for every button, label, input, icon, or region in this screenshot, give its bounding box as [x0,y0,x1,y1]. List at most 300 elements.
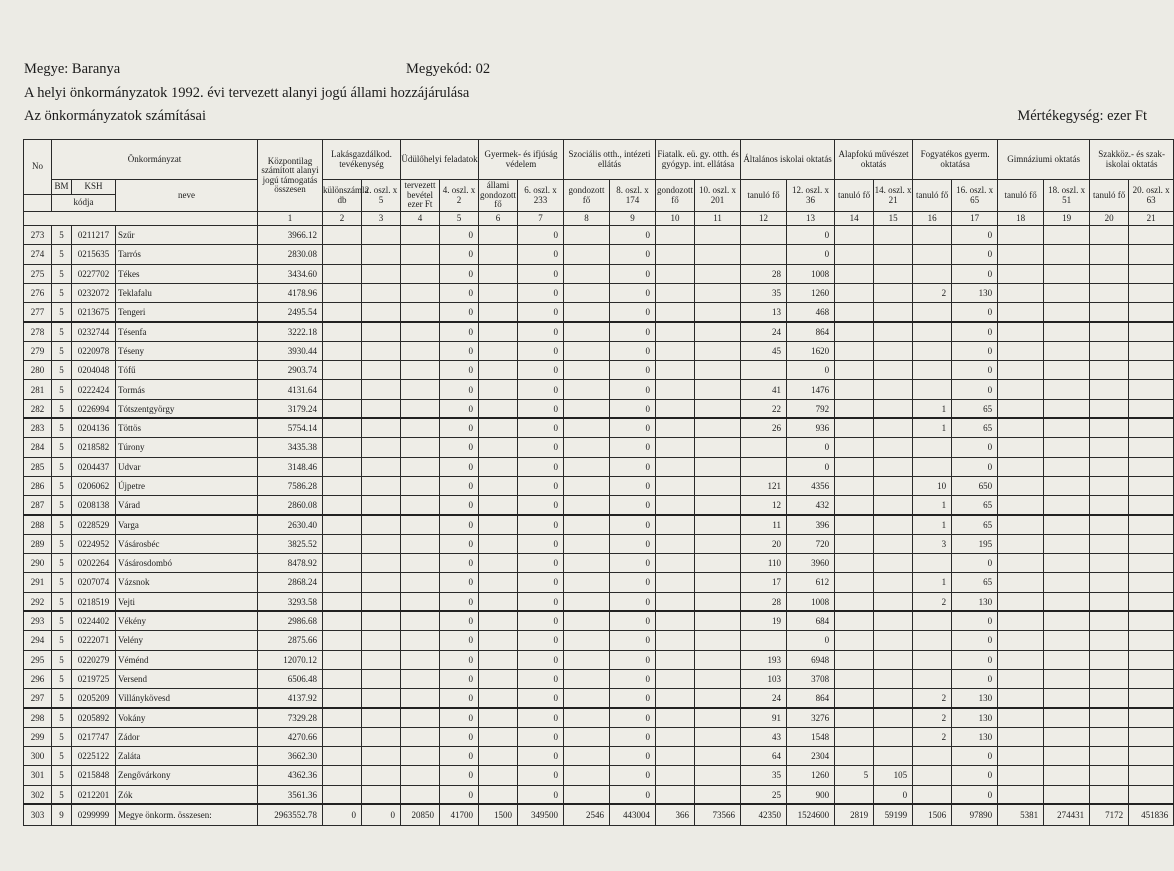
cell-col-9: 0 [610,785,656,804]
row-no: 276 [24,283,52,302]
cell-col-3 [362,457,401,476]
cell-col-11 [695,380,741,399]
cell-col-21 [1129,727,1174,746]
cell-col-1: 3434.60 [258,264,323,283]
cell-col-15 [874,476,913,495]
cell-col-8 [564,361,610,380]
cell-col-10 [656,283,695,302]
cell-col-10 [656,438,695,457]
total-ksh: 0299999 [72,804,116,825]
cell-col-21 [1129,554,1174,573]
table-body [24,226,1174,805]
row-no: 274 [24,245,52,264]
total-col-16: 1506 [913,804,952,825]
cell-col-10 [656,361,695,380]
cell-col-4 [401,554,440,573]
table-row [24,785,1174,804]
cell-col-10 [656,631,695,650]
cell-col-12: 110 [741,554,787,573]
total-col-8: 2546 [564,804,610,825]
cell-col-7: 0 [518,361,564,380]
cell-col-10 [656,418,695,437]
cell-col-4 [401,264,440,283]
row-name: Újpetre [116,476,258,495]
cell-col-6 [479,380,518,399]
cell-col-4 [401,592,440,611]
cell-col-20 [1090,534,1129,553]
cell-col-1: 2860.08 [258,496,323,515]
cell-col-2 [323,611,362,630]
cell-col-19 [1044,399,1090,418]
cell-col-15 [874,245,913,264]
cell-col-12: 35 [741,283,787,302]
cell-col-18 [998,283,1044,302]
table-row [24,438,1174,457]
cell-col-15 [874,418,913,437]
cell-col-13: 0 [787,457,835,476]
cell-col-13: 3960 [787,554,835,573]
cell-col-2 [323,631,362,650]
cell-col-10 [656,650,695,669]
cell-col-11 [695,573,741,592]
cell-col-8 [564,380,610,399]
cell-col-10 [656,322,695,341]
cell-col-3 [362,476,401,495]
row-no: 297 [24,689,52,708]
cell-col-10 [656,785,695,804]
total-col-1: 2963552.78 [258,804,323,825]
cell-col-13: 1620 [787,341,835,360]
cell-col-8 [564,785,610,804]
cell-col-6 [479,747,518,766]
county-code: Megyekód: 02 [406,61,491,77]
cell-col-14 [835,534,874,553]
row-ksh: 0215848 [72,766,116,785]
cell-col-2 [323,785,362,804]
cell-col-5: 0 [440,631,479,650]
cell-col-9: 0 [610,534,656,553]
cell-col-19 [1044,592,1090,611]
cell-col-13: 936 [787,418,835,437]
cell-col-21 [1129,650,1174,669]
col-bm: BM [52,180,72,195]
cell-col-19 [1044,245,1090,264]
row-name: Teklafalu [116,283,258,302]
cell-col-19 [1044,650,1090,669]
cell-col-19 [1044,631,1090,650]
row-bm: 5 [52,457,72,476]
total-col-21: 451836 [1129,804,1174,825]
cell-col-4 [401,438,440,457]
table-row [24,303,1174,322]
cell-col-11 [695,534,741,553]
cell-col-8 [564,226,610,245]
table-row [24,766,1174,785]
col-number: 9 [610,212,656,226]
cell-col-5: 0 [440,245,479,264]
cell-col-1: 3222.18 [258,322,323,341]
cell-col-3 [362,727,401,746]
cell-col-16 [913,650,952,669]
row-bm: 5 [52,611,72,630]
cell-col-19 [1044,457,1090,476]
cell-col-17: 650 [952,476,998,495]
row-bm: 5 [52,303,72,322]
row-bm: 5 [52,515,72,534]
cell-col-11 [695,496,741,515]
cell-col-4 [401,573,440,592]
table-row [24,515,1174,534]
cell-col-13: 3276 [787,708,835,727]
cell-col-13: 864 [787,689,835,708]
row-bm: 5 [52,496,72,515]
cell-col-2 [323,669,362,688]
cell-col-6 [479,554,518,573]
cell-col-12 [741,361,787,380]
col-number: 10 [656,212,695,226]
cell-col-21 [1129,689,1174,708]
cell-col-19 [1044,226,1090,245]
cell-col-21 [1129,631,1174,650]
cell-col-4 [401,361,440,380]
total-no: 303 [24,804,52,825]
cell-col-3 [362,747,401,766]
cell-col-12: 121 [741,476,787,495]
cell-col-13: 1260 [787,283,835,302]
cell-col-18 [998,399,1044,418]
cell-col-7: 0 [518,669,564,688]
cell-col-11 [695,785,741,804]
cell-col-19 [1044,361,1090,380]
total-col-2: 0 [323,804,362,825]
cell-col-8 [564,631,610,650]
cell-col-12 [741,226,787,245]
cell-col-5: 0 [440,766,479,785]
cell-col-15 [874,650,913,669]
cell-col-6 [479,515,518,534]
cell-col-5: 0 [440,689,479,708]
cell-col-6 [479,283,518,302]
col-number: 7 [518,212,564,226]
cell-col-15 [874,592,913,611]
cell-col-13: 1008 [787,592,835,611]
cell-col-1: 4131.64 [258,380,323,399]
row-ksh: 0217747 [72,727,116,746]
cell-col-12: 103 [741,669,787,688]
row-bm: 5 [52,573,72,592]
cell-col-21 [1129,322,1174,341]
cell-col-14 [835,476,874,495]
cell-col-8 [564,457,610,476]
sub-header: 2. oszl. x 5 [362,180,401,212]
cell-col-14 [835,226,874,245]
cell-col-8 [564,322,610,341]
cell-col-14 [835,747,874,766]
cell-col-10 [656,708,695,727]
col-number: 14 [835,212,874,226]
cell-col-19 [1044,669,1090,688]
cell-col-18 [998,322,1044,341]
cell-col-17: 65 [952,496,998,515]
cell-col-8 [564,341,610,360]
cell-col-11 [695,515,741,534]
cell-col-4 [401,689,440,708]
cell-col-5: 0 [440,747,479,766]
cell-col-10 [656,766,695,785]
row-bm: 5 [52,534,72,553]
cell-col-5: 0 [440,264,479,283]
cell-col-1: 12070.12 [258,650,323,669]
cell-col-10 [656,515,695,534]
cell-col-12: 43 [741,727,787,746]
cell-col-6 [479,399,518,418]
cell-col-7: 0 [518,457,564,476]
cell-col-15 [874,457,913,476]
cell-col-10 [656,689,695,708]
cell-col-19 [1044,322,1090,341]
cell-col-11 [695,766,741,785]
cell-col-20 [1090,418,1129,437]
cell-col-2 [323,650,362,669]
cell-col-5: 0 [440,418,479,437]
cell-col-16 [913,380,952,399]
cell-col-9: 0 [610,322,656,341]
cell-col-11 [695,361,741,380]
total-col-6: 1500 [479,804,518,825]
row-no: 277 [24,303,52,322]
cell-col-16: 2 [913,283,952,302]
row-ksh: 0208138 [72,496,116,515]
cell-col-12: 35 [741,766,787,785]
cell-col-17: 130 [952,708,998,727]
cell-col-8 [564,650,610,669]
cell-col-6 [479,245,518,264]
cell-col-14 [835,341,874,360]
cell-col-7: 0 [518,283,564,302]
row-ksh: 0204136 [72,418,116,437]
cell-col-20 [1090,573,1129,592]
cell-col-5: 0 [440,303,479,322]
table-row [24,669,1174,688]
cell-col-7: 0 [518,747,564,766]
cell-col-20 [1090,380,1129,399]
row-ksh: 0218582 [72,438,116,457]
cell-col-7: 0 [518,689,564,708]
cell-col-14 [835,303,874,322]
cell-col-15 [874,226,913,245]
cell-col-2 [323,592,362,611]
cell-col-10 [656,669,695,688]
cell-col-13: 720 [787,534,835,553]
cell-col-10 [656,476,695,495]
col-no: No [24,140,52,195]
sub-header: 10. oszl. x 201 [695,180,741,212]
cell-col-8 [564,283,610,302]
cell-col-16 [913,438,952,457]
cell-col-11 [695,554,741,573]
row-name: Vásárosdombó [116,554,258,573]
cell-col-5: 0 [440,727,479,746]
cell-col-13: 4356 [787,476,835,495]
cell-col-21 [1129,418,1174,437]
cell-col-12: 193 [741,650,787,669]
cell-col-5: 0 [440,515,479,534]
cell-col-2 [323,457,362,476]
cell-col-21 [1129,476,1174,495]
row-ksh: 0232744 [72,322,116,341]
cell-col-14 [835,361,874,380]
sub-header: 8. oszl. x 174 [610,180,656,212]
cell-col-16 [913,785,952,804]
cell-col-12: 22 [741,399,787,418]
cell-col-6 [479,322,518,341]
row-ksh: 0220279 [72,650,116,669]
cell-col-12: 11 [741,515,787,534]
cell-col-5: 0 [440,380,479,399]
cell-col-4 [401,727,440,746]
col-lakas: Lakásgazdálkod. tevékenység [323,140,401,180]
row-name: Várad [116,496,258,515]
cell-col-2 [323,496,362,515]
cell-col-20 [1090,264,1129,283]
cell-col-4 [401,650,440,669]
total-col-18: 5381 [998,804,1044,825]
row-bm: 5 [52,283,72,302]
cell-col-1: 2875.66 [258,631,323,650]
cell-col-8 [564,399,610,418]
cell-col-18 [998,438,1044,457]
total-col-7: 349500 [518,804,564,825]
cell-col-7: 0 [518,650,564,669]
cell-col-16 [913,341,952,360]
cell-col-9: 0 [610,438,656,457]
cell-col-18 [998,708,1044,727]
cell-col-14 [835,554,874,573]
table-row [24,592,1174,611]
row-name: Tengeri [116,303,258,322]
cell-col-15 [874,708,913,727]
cell-col-1: 4178.96 [258,283,323,302]
cell-col-9: 0 [610,283,656,302]
cell-col-21 [1129,534,1174,553]
cell-col-21 [1129,380,1174,399]
cell-col-6 [479,573,518,592]
cell-col-1: 3435.38 [258,438,323,457]
cell-col-16: 1 [913,515,952,534]
total-col-5: 41700 [440,804,479,825]
cell-col-21 [1129,303,1174,322]
cell-col-11 [695,592,741,611]
cell-col-17: 65 [952,418,998,437]
col-number: 17 [952,212,998,226]
cell-col-15 [874,438,913,457]
cell-col-6 [479,727,518,746]
row-ksh: 0219725 [72,669,116,688]
cell-col-17: 0 [952,669,998,688]
cell-col-14 [835,669,874,688]
cell-col-13: 1548 [787,727,835,746]
cell-col-20 [1090,766,1129,785]
col-number: 6 [479,212,518,226]
sub-header: tanuló fő [1090,180,1129,212]
cell-col-15 [874,747,913,766]
cell-col-19 [1044,766,1090,785]
cell-col-13: 0 [787,245,835,264]
cell-col-16 [913,611,952,630]
cell-col-21 [1129,438,1174,457]
cell-col-1: 3966.12 [258,226,323,245]
row-ksh: 0211217 [72,226,116,245]
cell-col-5: 0 [440,399,479,418]
cell-col-17: 0 [952,245,998,264]
cell-col-2 [323,534,362,553]
cell-col-18 [998,418,1044,437]
cell-col-17: 0 [952,766,998,785]
cell-col-7: 0 [518,226,564,245]
col-neve: neve [116,180,258,212]
cell-col-6 [479,303,518,322]
col-udulo: Üdülőhelyi feladatok [401,140,479,180]
cell-col-16: 2 [913,708,952,727]
cell-col-18 [998,592,1044,611]
cell-col-6 [479,496,518,515]
sub-header: 18. oszl. x 51 [1044,180,1090,212]
row-no: 281 [24,380,52,399]
cell-col-13: 396 [787,515,835,534]
row-bm: 5 [52,399,72,418]
cell-col-19 [1044,264,1090,283]
cell-col-7: 0 [518,766,564,785]
cell-col-2 [323,322,362,341]
sub-header: 12. oszl. x 36 [787,180,835,212]
cell-col-1: 3148.46 [258,457,323,476]
cell-col-12: 19 [741,611,787,630]
cell-col-6 [479,785,518,804]
cell-col-10 [656,573,695,592]
cell-col-15: 105 [874,766,913,785]
sub-header: tanuló fő [913,180,952,212]
table-row [24,727,1174,746]
cell-col-19 [1044,515,1090,534]
cell-col-12: 45 [741,341,787,360]
row-no: 301 [24,766,52,785]
cell-col-12: 91 [741,708,787,727]
cell-col-2 [323,418,362,437]
cell-col-1: 3662.30 [258,747,323,766]
cell-col-9: 0 [610,457,656,476]
sub-header: 4. oszl. x 2 [440,180,479,212]
col-number: 5 [440,212,479,226]
cell-col-18 [998,245,1044,264]
row-no: 293 [24,611,52,630]
cell-col-18 [998,689,1044,708]
cell-col-17: 0 [952,747,998,766]
cell-col-18 [998,496,1044,515]
cell-col-14 [835,592,874,611]
cell-col-9: 0 [610,264,656,283]
cell-col-2 [323,438,362,457]
cell-col-15 [874,322,913,341]
cell-col-10 [656,264,695,283]
cell-col-19 [1044,534,1090,553]
cell-col-15 [874,515,913,534]
cell-col-19 [1044,611,1090,630]
cell-col-20 [1090,476,1129,495]
row-no: 284 [24,438,52,457]
table-row [24,283,1174,302]
row-name: Tótszentgyörgy [116,399,258,418]
cell-col-10 [656,341,695,360]
